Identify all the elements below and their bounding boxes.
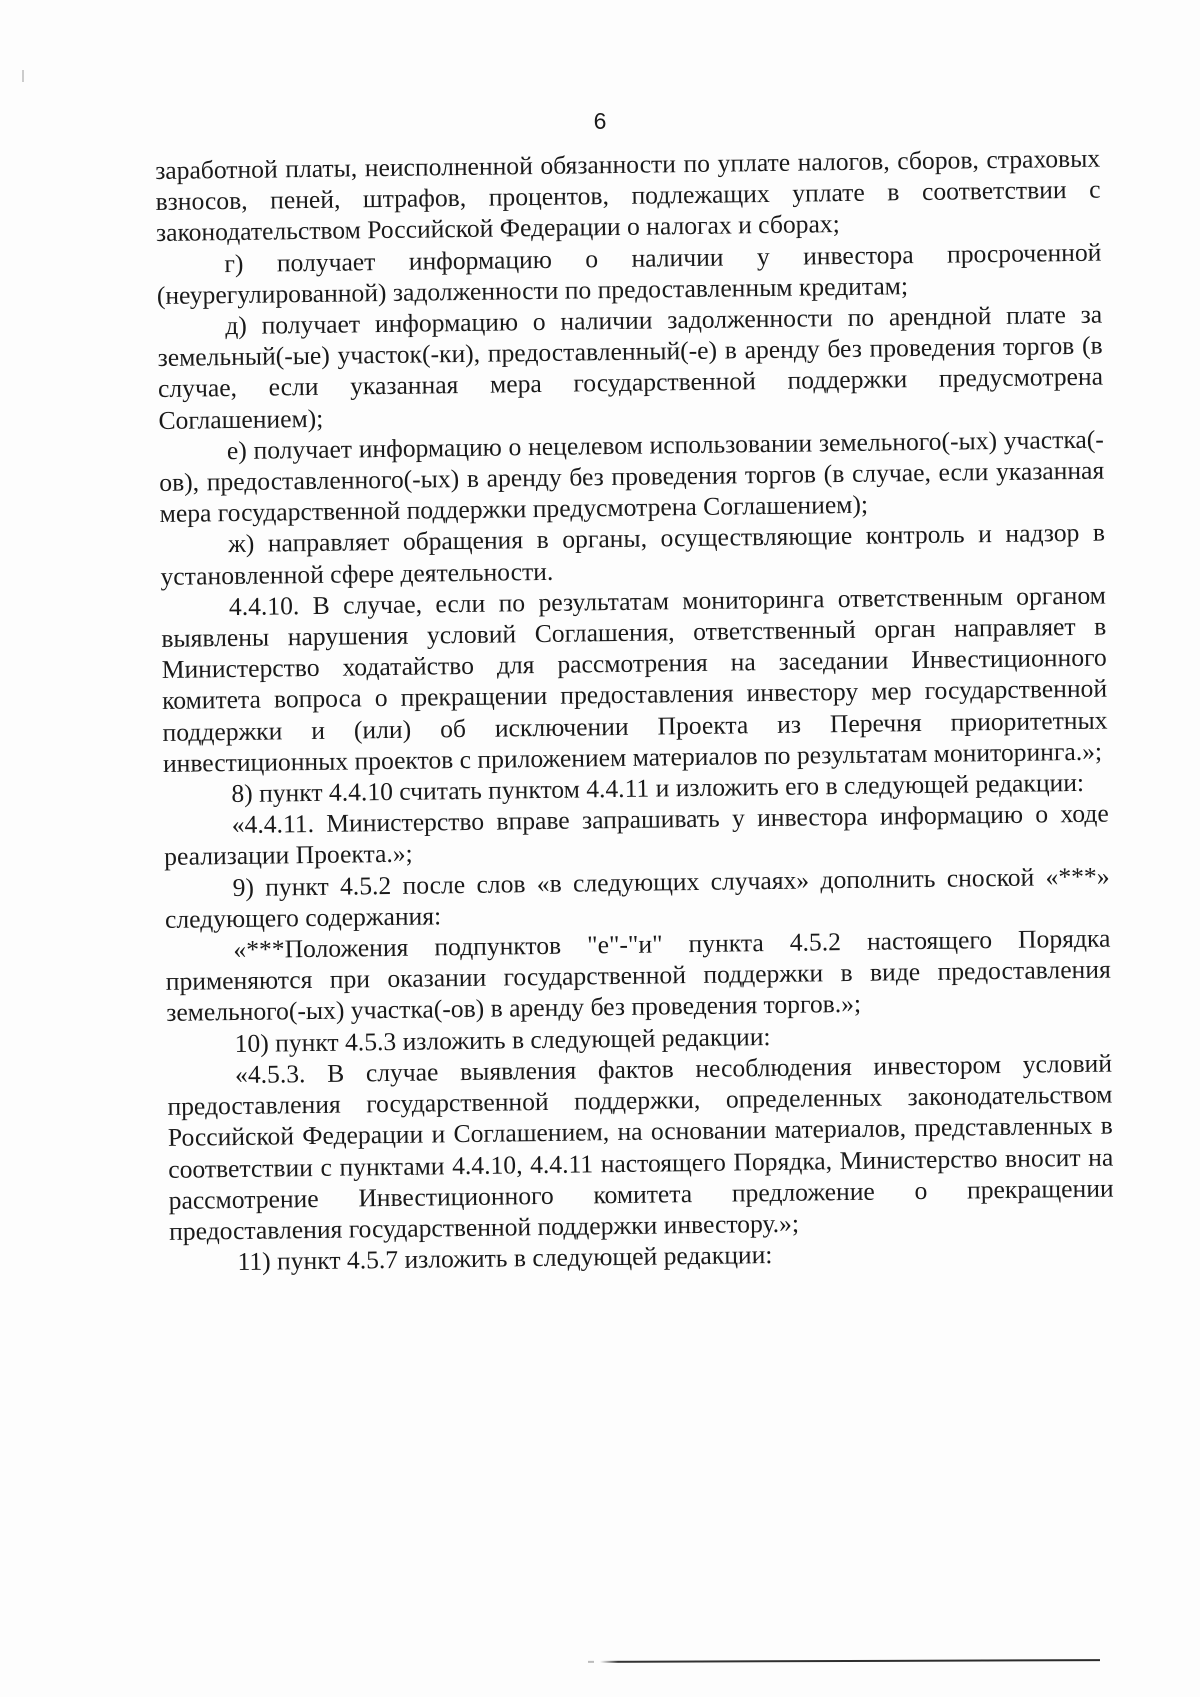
paragraph-amendment-10: 10) пункт 4.5.3 изложить в следующей редакции: <box>234 1021 771 1058</box>
paragraph-item-d: д) получает информацию о наличии задолженности по арендной плате за земельный(-ые) участок(-ки), предоставленный(-е) в аренду без проведения торгов (в случае, если указанная мера государственной поддержки предусмотрена Соглашением); <box>157 299 1104 435</box>
paragraph-item-e: е) получает информацию о нецелевом использовании земельного(-ых) участка(-ов), предоставленного(-ых) в аренду без проведения торгов (в случае, если указанная мера государственной поддержки предусмотрена Соглашением); <box>159 424 1105 529</box>
footer-rule <box>588 1659 1100 1663</box>
paragraph-item-g: г) получает информацию о наличии у инвестора просроченной (неурегулированной) задолженности по предоставленным кредитам; <box>156 237 1102 310</box>
paragraph-clause-4-5-3: «4.5.3. В случае выявления фактов несоблюдения инвестором условий предоставления государственной поддержки, определенных законодательством Российской Федерации и Соглашением, на основании материалов, представленных в соответствии с пунктами 4.4.10, 4.4.11 настоящего Порядка, Министерство вносит на рассмотрение Инвестиционного комитета предложение о прекращении предоставления государственной поддержки инвестору.»; <box>167 1048 1114 1246</box>
paragraph-continuation: заработной платы, неисполненной обязанности по уплате налогов, сборов, страховых взносов, пеней, штрафов, процентов, подлежащих уплате в соответствии с законодательством Российской Федерации о налогах и сборах; <box>155 143 1101 248</box>
scan-mark <box>22 70 24 82</box>
paragraph-amendment-11: 11) пункт 4.5.7 изложить в следующей редакции: <box>237 1240 773 1277</box>
page-number: 6 <box>593 108 607 134</box>
paragraph-clause-4-4-11: «4.4.11. Министерство вправе запрашивать у инвестора информацию о ходе реализации Проекта.»; <box>163 798 1109 872</box>
paragraph-amendment-9: 9) пункт 4.5.2 после слов «в следующих случаях» дополнить сноской «***» следующего содержания: <box>164 861 1110 934</box>
paragraph-amendment-8: 8) пункт 4.4.10 считать пунктом 4.4.11 и изложить его в следующей редакции: <box>231 767 1085 809</box>
paragraph-item-zh: ж) направляет обращения в органы, осуществляющие контроль и надзор в установленной сфере деятельности. <box>160 518 1106 591</box>
paragraph-clause-4-4-10: 4.4.10. В случае, если по результатам мониторинга ответственным органом выявлены нарушения условий Соглашения, ответственный орган направляет в Министерство ходатайство для рассмотрения на заседании Инвестиционного комитета вопроса о прекращении предоставления инвестору мер государственной поддержки и (или) об исключении Проекта из Перечня приоритетных инвестиционных проектов с приложением материалов по результатам мониторинга.»; <box>161 580 1108 778</box>
paragraph-footnote-text: «***Положения подпунктов "е"-"и" пункта 4.5.2 настоящего Порядка применяются при оказании государственной поддержки в виде предоставления земельного(-ых) участка(-ов) в аренду без проведения торгов.»; <box>165 923 1111 1028</box>
document-body <box>155 143 1115 1279</box>
